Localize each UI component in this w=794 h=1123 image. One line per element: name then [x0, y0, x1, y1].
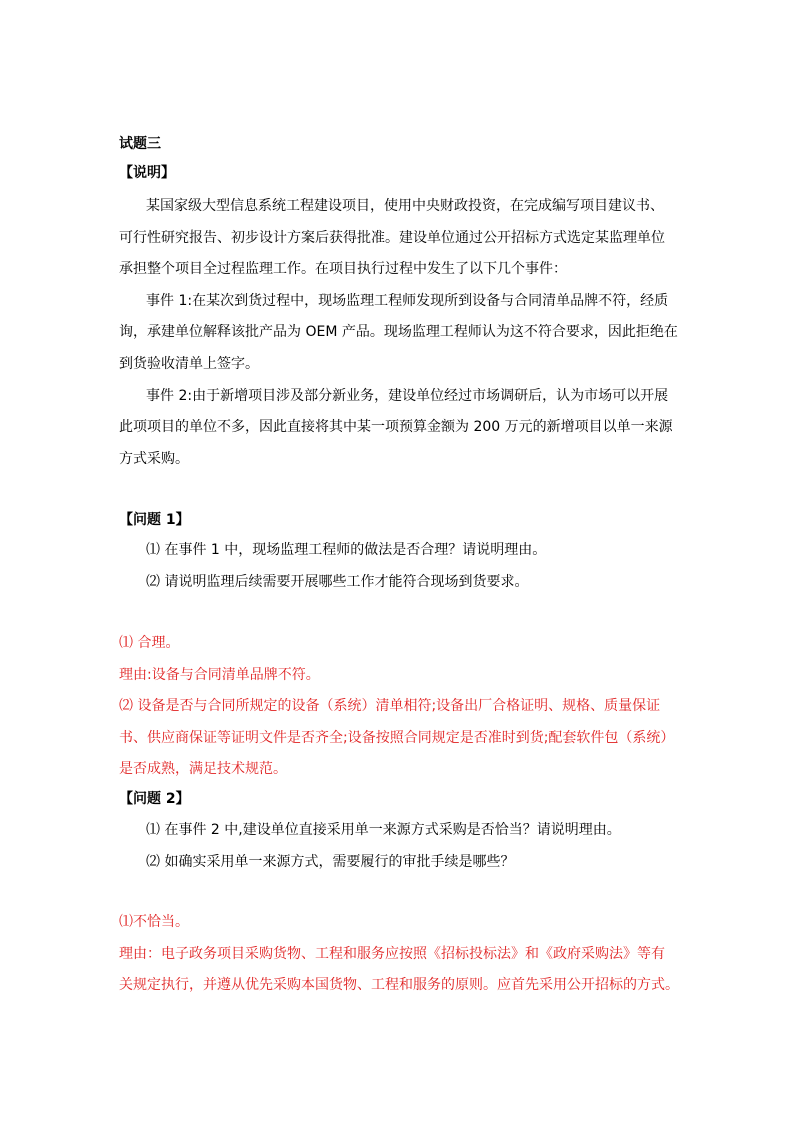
- question2-item: ⑵ 如确实采用单一来源方式，需要履行的审批手续是哪些？: [146, 854, 515, 870]
- answer1-line: ⑵ 设备是否与合同所规定的设备（系统）清单相符;设备出厂合格证明、规格、质量保证: [119, 698, 661, 714]
- answer1-line: ⑴ 合理。: [119, 635, 180, 651]
- intro-line: 某国家级大型信息系统工程建设项目，使用中央财政投资，在完成编写项目建议书、: [146, 198, 664, 214]
- answer1-line: 是否成熟，满足技术规范。: [119, 761, 287, 777]
- question1-item: ⑴ 在事件 1 中，现场监理工程师的做法是否合理？请说明理由。: [146, 542, 547, 558]
- intro-line: 承担整个项目全过程监理工作。在项目执行过程中发生了以下几个事件：: [119, 261, 567, 277]
- question2-item: ⑴ 在事件 2 中,建设单位直接采用单一来源方式采购是否恰当？请说明理由。: [146, 822, 621, 838]
- question1-heading: 【问题 1】: [119, 512, 190, 528]
- event1-line: 事件 1:在某次到货过程中，现场监理工程师发现所到设备与合同清单品牌不符，经质: [146, 293, 669, 309]
- question2-heading: 【问题 2】: [119, 791, 190, 807]
- event2-line: 方式采购。: [119, 451, 189, 467]
- answer2-line: 关规定执行，并遵从优先采购本国货物、工程和服务的原则。应首先采用公开招标的方式。: [119, 977, 679, 993]
- event1-line: 询，承建单位解释该批产品为 OEM 产品。现场监理工程师认为这不符合要求，因此拒绝在: [119, 324, 678, 340]
- answer1-line: 理由:设备与合同清单品牌不符。: [119, 667, 320, 683]
- event2-line: 事件 2:由于新增项目涉及部分新业务，建设单位经过市场调研后，认为市场可以开展: [146, 388, 669, 404]
- event1-line: 到货验收清单上签字。: [119, 356, 259, 372]
- explain-heading: 【说明】: [119, 165, 175, 181]
- exam-title: 试题三: [119, 136, 161, 152]
- event2-line: 此项项目的单位不多，因此直接将其中某一项预算金额为 200 万元的新增项目以单一来源: [119, 419, 673, 435]
- intro-line: 可行性研究报告、初步设计方案后获得批准。建设单位通过公开招标方式选定某监理单位: [119, 230, 665, 246]
- answer2-line: ⑴不恰当。: [119, 914, 189, 930]
- question1-item: ⑵ 请说明监理后续需要开展哪些工作才能符合现场到货要求。: [146, 574, 529, 590]
- answer1-line: 书、供应商保证等证明文件是否齐全;设备按照合同规定是否准时到货;配套软件包（系统）: [119, 730, 675, 746]
- answer2-line: 理由：电子政务项目采购货物、工程和服务应按照《招标投标法》和《政府采购法》等有: [119, 946, 665, 962]
